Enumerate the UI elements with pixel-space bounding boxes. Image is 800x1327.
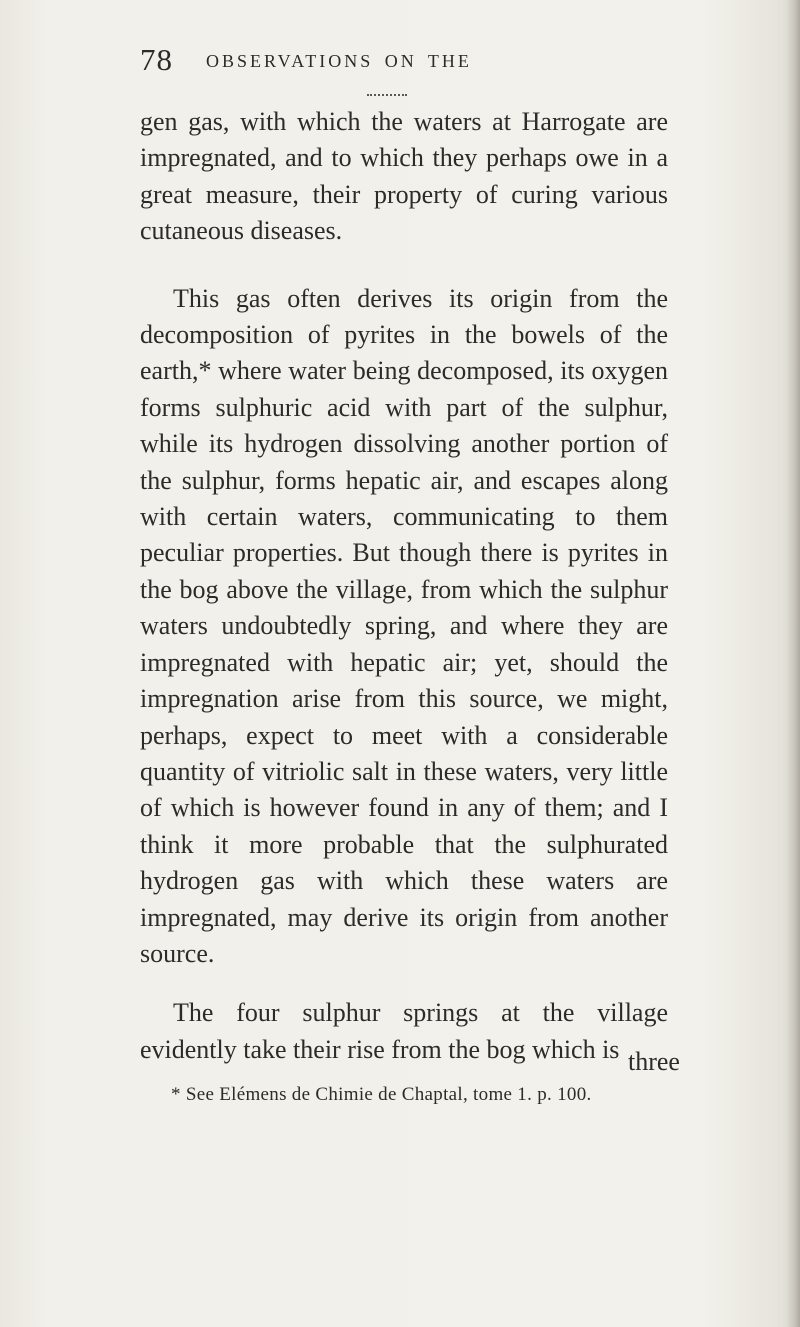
page-number: 78 bbox=[140, 42, 173, 77]
body-text bbox=[140, 104, 668, 1068]
catchword: three bbox=[628, 1047, 680, 1076]
paragraph-sulphur-springs: The four sulphur springs at the village evidently take their rise from the bog which is bbox=[140, 998, 668, 1064]
page-edge-shadow bbox=[786, 0, 800, 1327]
paragraph-gas-origin: This gas often derives its origin from the decomposition of pyrites in the bowels of the earth,* where water being decomposed, its oxygen forms sulphuric acid with part of the sulphur, while its hydrogen dissolving another portion of the sulphur, forms hepatic air, and escapes along with certain waters, communicating to them peculiar properties. But though there is pyrites in the bog above the village, from which the sulphur waters undoubtedly spring, and where they are impregnated with hepatic air; yet, should the impregnation arise from this source, we might, perhaps, expect to meet with a considerable quantity of vitriolic salt in these waters, very little of which is however found in any of them; and I think it more probable that the sulphurated hydrogen gas with which these waters are impregnated, may derive its origin from another source. bbox=[140, 283, 668, 968]
header-ornament bbox=[367, 94, 407, 102]
page-header bbox=[140, 42, 660, 82]
paragraph-continued: gen gas, with which the waters at Harrogate are impregnated, and to which they perhaps owe in a great measure, their property of curing various cutaneous diseases. bbox=[140, 107, 668, 246]
footnote: * See Elémens de Chimie de Chaptal, tome 1. p. 100. bbox=[171, 1084, 592, 1105]
running-head: OBSERVATIONS ON THE bbox=[206, 51, 472, 71]
